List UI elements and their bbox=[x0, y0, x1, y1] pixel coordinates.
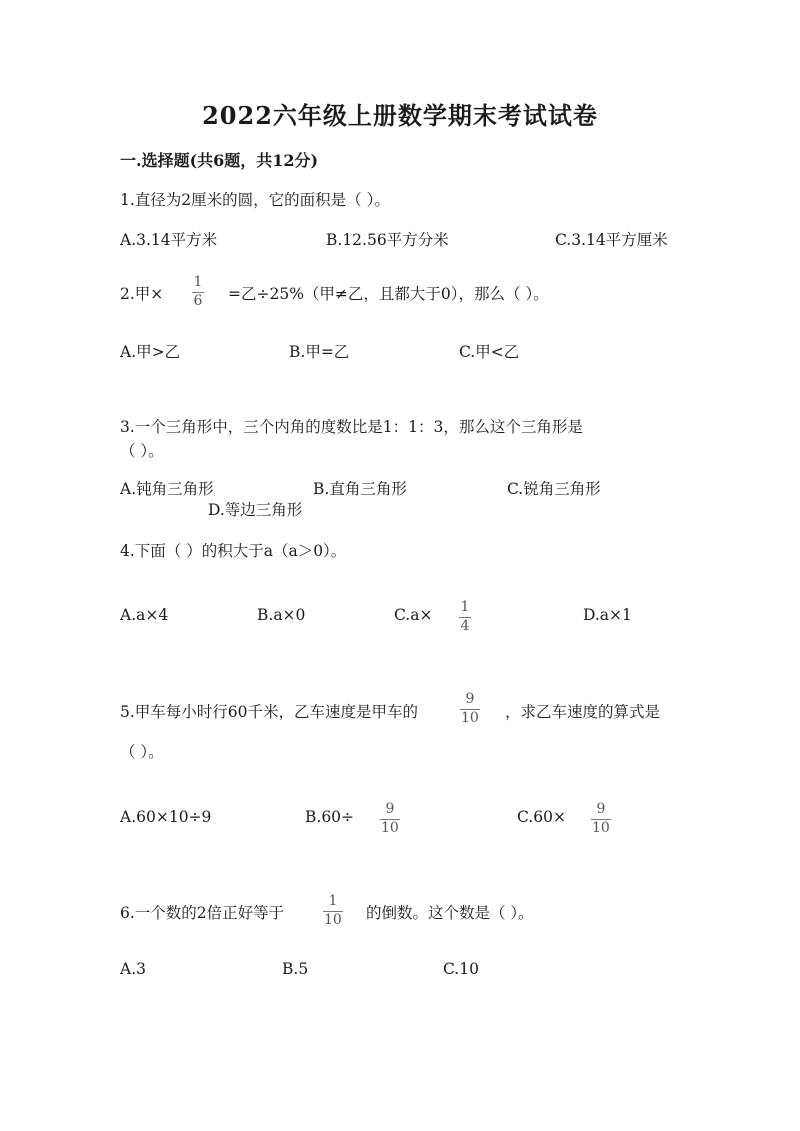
question-5-option-a[interactable]: A.60×10÷9 bbox=[120, 808, 212, 826]
question-4-text: 4.下面（ ）的积大于a（a＞0）。 bbox=[120, 542, 347, 560]
question-4-option-a[interactable]: A.a×4 bbox=[120, 606, 169, 624]
question-3-option-d[interactable]: D.等边三角形 bbox=[208, 501, 303, 519]
section-heading: 一.选择题(共6题，共12分) bbox=[120, 151, 319, 170]
question-3-option-b[interactable]: B.直角三角形 bbox=[313, 480, 407, 498]
question-6-suffix: 的倒数。这个数是（ ）。 bbox=[366, 904, 534, 922]
question-6-fraction bbox=[323, 894, 343, 928]
question-1-option-c[interactable]: C.3.14平方厘米 bbox=[555, 231, 668, 249]
question-5-option-b[interactable]: B.60÷ bbox=[305, 808, 355, 826]
question-4-option-c[interactable]: C.a× bbox=[394, 606, 433, 624]
question-6-option-b[interactable]: B.5 bbox=[282, 960, 309, 978]
question-2-option-c[interactable]: C.甲<乙 bbox=[459, 343, 520, 361]
page-title: 2022六年级上册数学期末考试试卷 bbox=[202, 101, 598, 130]
question-3-text-line2: （ ）。 bbox=[120, 442, 164, 460]
fraction-numerator: 9 bbox=[465, 691, 475, 707]
fraction-denominator: 10 bbox=[324, 912, 342, 928]
fraction-numerator: 1 bbox=[193, 274, 203, 290]
fraction-numerator: 9 bbox=[596, 801, 606, 817]
question-5-prefix: 5.甲车每小时行60千米，乙车速度是甲车的 bbox=[120, 703, 419, 721]
question-2-fraction bbox=[192, 275, 204, 309]
question-3-option-c[interactable]: C.锐角三角形 bbox=[507, 480, 601, 498]
question-1-text: 1.直径为2厘米的圆，它的面积是（ ）。 bbox=[120, 191, 390, 209]
question-6-option-c[interactable]: C.10 bbox=[443, 960, 479, 978]
question-2-suffix: =乙÷25%（甲≠乙，且都大于0），那么（ ）。 bbox=[228, 285, 549, 303]
question-3-text-line1: 3.一个三角形中，三个内角的度数比是1：1：3，那么这个三角形是 bbox=[120, 418, 583, 436]
question-2-option-b[interactable]: B.甲=乙 bbox=[289, 343, 350, 361]
question-1-option-a[interactable]: A.3.14平方米 bbox=[120, 231, 218, 249]
question-2-option-a[interactable]: A.甲>乙 bbox=[120, 343, 181, 361]
fraction-numerator: 9 bbox=[385, 801, 395, 817]
fraction-numerator: 1 bbox=[328, 893, 338, 909]
question-1-option-b[interactable]: B.12.56平方分米 bbox=[326, 231, 449, 249]
question-5-suffix: ，求乙车速度的算式是 bbox=[505, 703, 661, 721]
question-4-option-d[interactable]: D.a×1 bbox=[583, 606, 632, 624]
fraction-numerator: 1 bbox=[460, 599, 470, 615]
question-2-prefix: 2.甲× bbox=[120, 285, 164, 303]
fraction-denominator: 4 bbox=[460, 618, 470, 634]
question-5-option-b-fraction bbox=[380, 802, 400, 836]
question-5-option-c-fraction bbox=[591, 802, 611, 836]
question-4-option-c-fraction bbox=[459, 600, 471, 634]
question-3-option-a[interactable]: A.钝角三角形 bbox=[120, 480, 214, 498]
question-4-option-b[interactable]: B.a×0 bbox=[257, 606, 306, 624]
question-6-option-a[interactable]: A.3 bbox=[120, 960, 146, 978]
fraction-denominator: 6 bbox=[193, 293, 203, 309]
question-5-text-line2: （ ）。 bbox=[120, 743, 164, 761]
fraction-denominator: 10 bbox=[381, 820, 399, 836]
question-5-fraction bbox=[460, 692, 480, 726]
question-6-prefix: 6.一个数的2倍正好等于 bbox=[120, 904, 285, 922]
question-5-option-c[interactable]: C.60× bbox=[517, 808, 566, 826]
fraction-denominator: 10 bbox=[461, 710, 479, 726]
fraction-denominator: 10 bbox=[592, 820, 610, 836]
